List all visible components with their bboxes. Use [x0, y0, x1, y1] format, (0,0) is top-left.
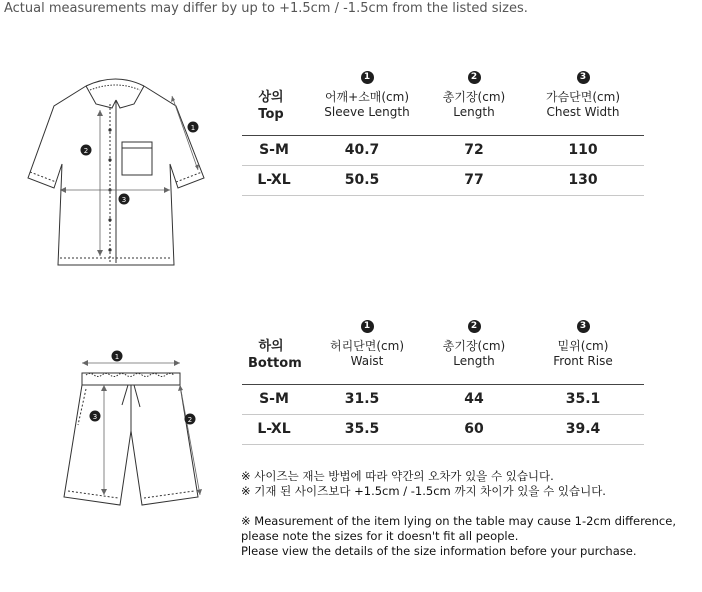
svg-text:1: 1 — [114, 353, 120, 361]
disclaimer-text: Actual measurements may differ by up to +1.5cm / -1.5cm from the listed sizes. — [4, 1, 528, 16]
shorts-illustration — [56, 345, 206, 520]
table-row: S-M 31.5 44 35.1 — [242, 385, 644, 415]
svg-text:3: 3 — [92, 413, 98, 421]
notes-korean: ※ 사이즈는 재는 방법에 따라 약간의 오차가 있을 수 있습니다. ※ 기재 된 사이즈보다 +1.5cm / -1.5cm 까지 차이가 있을 수 있습니다. — [241, 469, 606, 498]
column-header-2: 2 총기장(cm) Length — [442, 321, 506, 368]
svg-text:2: 2 — [83, 147, 89, 155]
marker-1-icon: 1 — [361, 71, 374, 84]
shirt-illustration — [24, 70, 214, 275]
column-header-3: 3 가슴단면(cm) Chest Width — [545, 72, 621, 119]
marker-2-icon: 2 — [468, 71, 481, 84]
table-row: L-XL 50.5 77 130 — [242, 166, 644, 196]
marker-3-icon: 3 — [577, 320, 590, 333]
top-size-table — [242, 71, 644, 196]
column-header-2: 2 총기장(cm) Length — [442, 72, 506, 119]
column-header-3: 3 밑위(cm) Front Rise — [553, 321, 613, 368]
table-header — [242, 71, 644, 135]
marker-3-icon: 3 — [577, 71, 590, 84]
svg-text:2: 2 — [187, 416, 193, 424]
notes-english: ※ Measurement of the item lying on the table may cause 1-2cm difference, please note the sizes for it doesn't fit all people. Please view the details of the size information before your purchase. — [241, 514, 676, 558]
category-label: 상의 Top — [258, 90, 284, 122]
marker-2-icon: 2 — [468, 320, 481, 333]
svg-text:3: 3 — [121, 196, 127, 204]
bottom-size-table — [242, 320, 644, 445]
marker-1-icon: 1 — [361, 320, 374, 333]
column-header-1: 1 허리단면(cm) Waist — [329, 321, 405, 368]
category-label: 하의 Bottom — [248, 339, 302, 371]
table-header — [242, 320, 644, 384]
table-row: S-M 40.7 72 110 — [242, 136, 644, 166]
column-header-1: 1 어깨+소매(cm) Sleeve Length — [324, 72, 410, 119]
svg-text:1: 1 — [190, 124, 196, 132]
table-row: L-XL 35.5 60 39.4 — [242, 415, 644, 445]
